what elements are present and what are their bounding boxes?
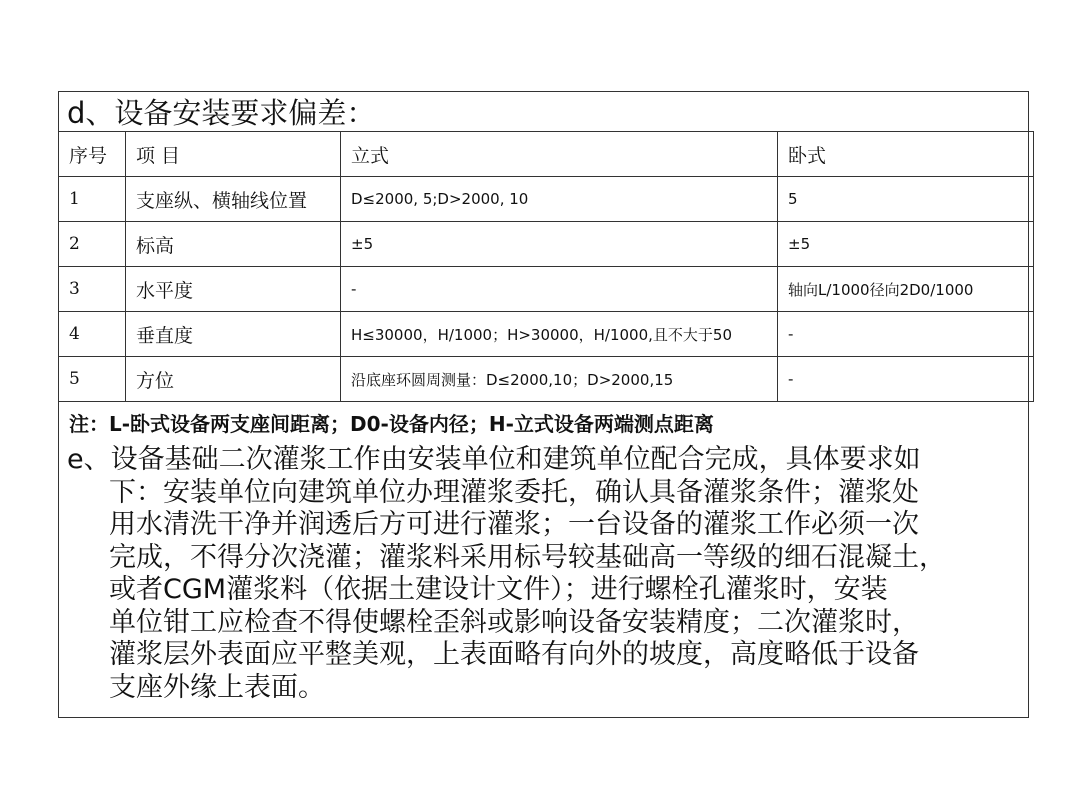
header-seq: 序号 bbox=[59, 132, 126, 177]
paragraph-line: 灌浆层外表面应平整美观，上表面略有向外的坡度，高度略低于设备 bbox=[109, 639, 919, 670]
table-note: 注：L-卧式设备两支座间距离；D0-设备内径；H-立式设备两端测点距离 bbox=[69, 412, 714, 436]
paragraph-line: 完成，不得分次浇灌；灌浆料采用标号较基础高一等级的细石混凝土， bbox=[109, 541, 946, 573]
header-horizontal: 卧式 bbox=[778, 132, 1034, 177]
cell-vertical: 沿底座环圆周测量：D≤2000,10；D>2000,15 bbox=[341, 357, 778, 402]
table-row bbox=[59, 222, 1034, 267]
cell-horizontal: - bbox=[778, 357, 1034, 402]
table-row bbox=[59, 177, 1034, 222]
cell-horizontal: ±5 bbox=[778, 222, 1034, 267]
cell-item: 标高 bbox=[126, 222, 341, 267]
cell-seq: 1 bbox=[59, 177, 126, 222]
cell-item: 方位 bbox=[126, 357, 341, 402]
paragraph-line: 用水清洗干净并润透后方可进行灌浆；一台设备的灌浆工作必须一次 bbox=[109, 509, 919, 540]
header-item: 项 目 bbox=[126, 132, 341, 177]
cell-seq: 2 bbox=[59, 222, 126, 267]
cell-item: 水平度 bbox=[126, 267, 341, 312]
cell-horizontal: 轴向L/1000径向2D0/1000 bbox=[778, 267, 1034, 312]
cell-vertical: ±5 bbox=[341, 222, 778, 267]
cell-seq: 3 bbox=[59, 267, 126, 312]
paragraph-line: 下：安装单位向建筑单位办理灌浆委托，确认具备灌浆条件；灌浆处 bbox=[109, 476, 919, 508]
cell-seq: 5 bbox=[59, 357, 126, 402]
table-row bbox=[59, 312, 1034, 357]
section-e-paragraph bbox=[67, 444, 1017, 704]
cell-seq: 4 bbox=[59, 312, 126, 357]
paragraph-line: 或者CGM灌浆料（依据土建设计文件）；进行螺栓孔灌浆时，安装 bbox=[109, 574, 888, 605]
installation-deviation-table bbox=[58, 131, 1034, 402]
table-row bbox=[59, 267, 1034, 312]
cell-vertical: H≤30000，H/1000；H>30000，H/1000,且不大于50 bbox=[341, 312, 778, 357]
cell-vertical: - bbox=[341, 267, 778, 312]
paragraph-line: 单位钳工应检查不得使螺栓歪斜或影响设备安装精度；二次灌浆时， bbox=[109, 606, 919, 638]
cell-vertical: D≤2000, 5;D>2000, 10 bbox=[341, 177, 778, 222]
cell-item: 垂直度 bbox=[126, 312, 341, 357]
table-header-row bbox=[59, 132, 1034, 177]
cell-horizontal: 5 bbox=[778, 177, 1034, 222]
header-vertical: 立式 bbox=[341, 132, 778, 177]
table-row bbox=[59, 357, 1034, 402]
cell-horizontal: - bbox=[778, 312, 1034, 357]
section-d-heading: d、设备安装要求偏差： bbox=[67, 96, 376, 130]
paragraph-line: 支座外缘上表面。 bbox=[109, 671, 325, 703]
paragraph-line: e、设备基础二次灌浆工作由安装单位和建筑单位配合完成，具体要求如 bbox=[67, 444, 921, 475]
cell-item: 支座纵、横轴线位置 bbox=[126, 177, 341, 222]
